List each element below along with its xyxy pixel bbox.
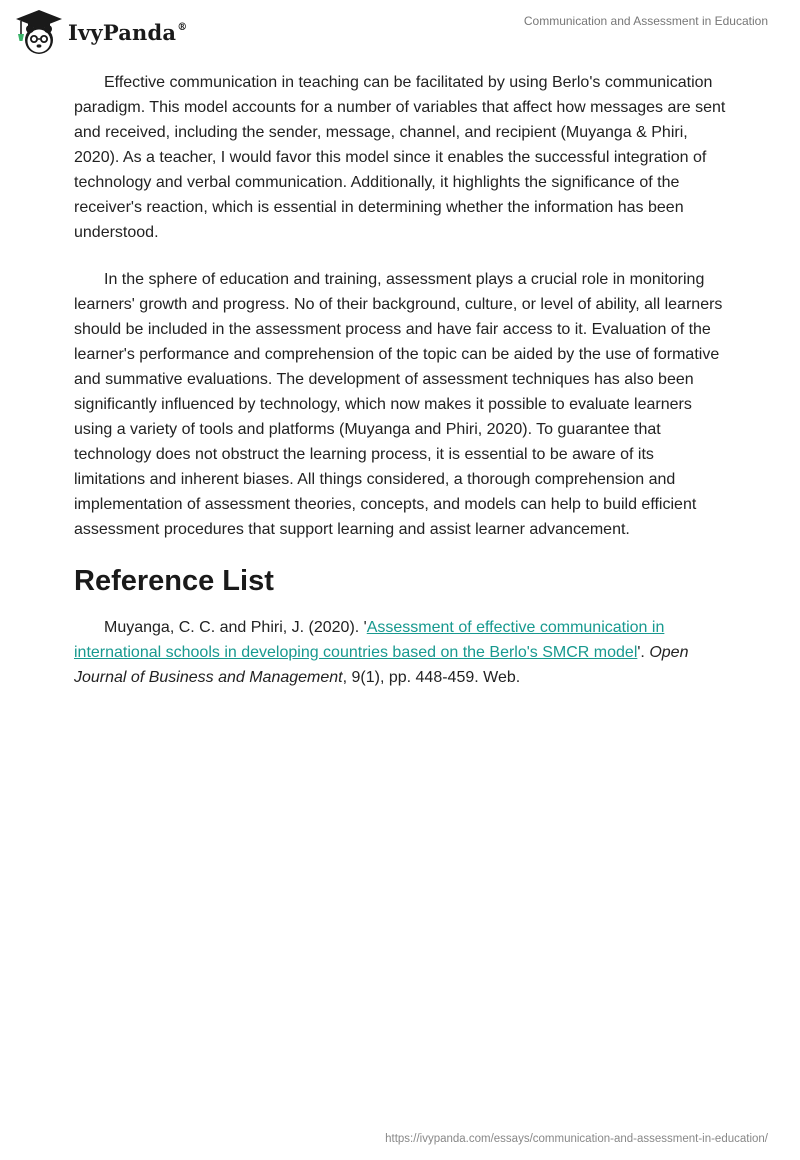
essay-content <box>74 70 726 690</box>
reference-authors: Muyanga, C. C. and Phiri, J. (2020). ' <box>104 619 367 636</box>
body-paragraph: Effective communication in teaching can be facilitated by using Berlo's communication paradigm. This model accounts for a number of variables that affect how messages are sent and received, including the sender, message, channel, and recipient (Muyanga & Phiri, 2020). As a teacher, I would favor this model since it enables the successful integration of technology and verbal communication. Additionally, it highlights the significance of the receiver's reaction, which is essential in determining whether the information has been understood. <box>74 74 726 241</box>
reference-details: , 9(1), pp. 448-459. Web. <box>342 669 521 686</box>
reference-list-heading: Reference List <box>74 565 274 597</box>
page-header <box>0 0 800 60</box>
body-paragraph: In the sphere of education and training, assessment plays a crucial role in monitoring learners' growth and progress. No of their background, culture, or level of ability, all learners should be included in the assessment process and have fair access to it. Evaluation of the learner's performance and comprehension of the topic can be aided by the use of formative and summative evaluations. The development of assessment techniques has also been significantly influenced by technology, which now makes it possible to evaluate learners using a variety of tools and platforms (Muyanga and Phiri, 2020). To guarantee that technology does not obstruct the learning process, it is essential to be aware of its limitations and inherent biases. All things considered, a thorough comprehension and implementation of assessment theories, concepts, and models can help to build efficient assessment procedures that support learning and assist learner advancement. <box>74 271 723 538</box>
brand-name: IvyPanda® <box>68 19 188 45</box>
running-title: Communication and Assessment in Education <box>523 14 768 28</box>
reference-journal: Open Journal of Business and Management <box>74 644 689 686</box>
registered-mark: ® <box>177 21 188 33</box>
reference-after-link: '. <box>637 644 650 661</box>
ivypanda-logo[interactable] <box>14 8 187 56</box>
source-url[interactable]: https://ivypanda.com/essays/communication-and-assessment-in-education/ <box>385 1133 768 1145</box>
reference-entry <box>74 615 726 690</box>
panda-graduate-icon <box>14 8 64 56</box>
reference-title-link[interactable]: Assessment of effective communication in international schools in developing countries based on the Berlo's SMCR model <box>74 619 665 661</box>
